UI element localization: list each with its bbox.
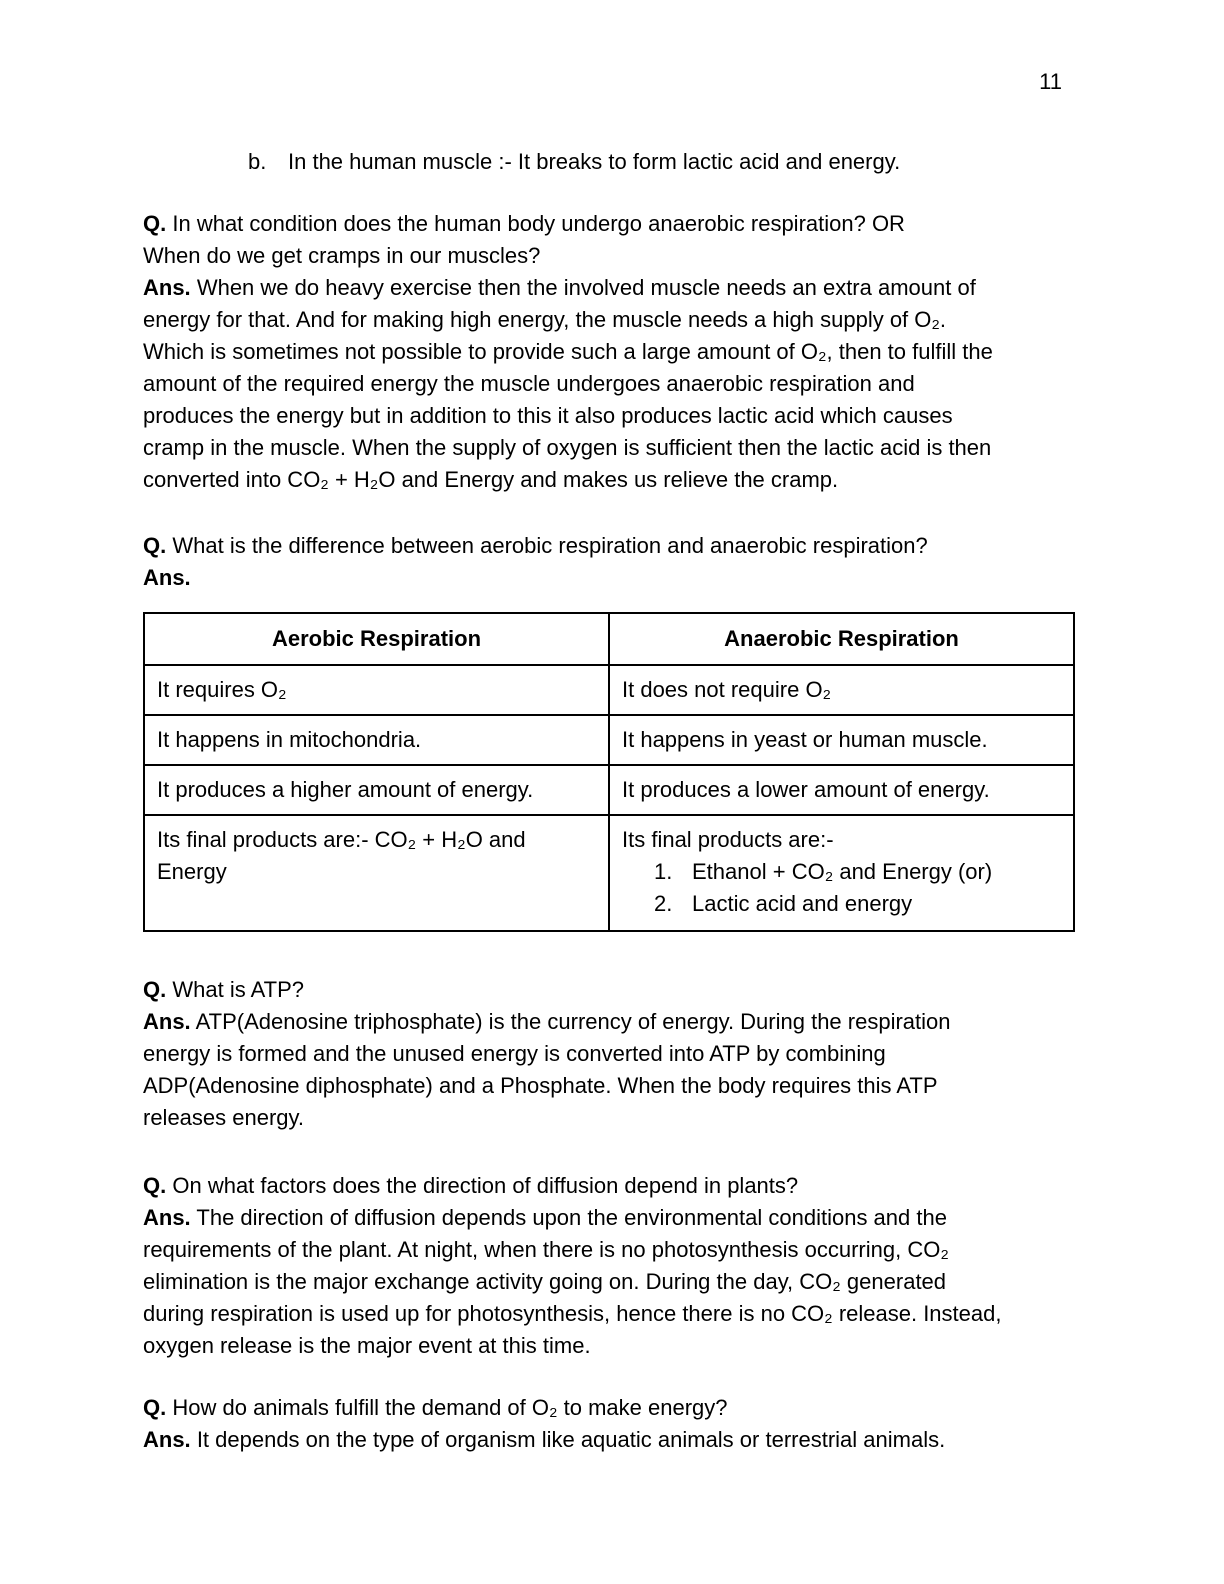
question-prefix: Q. — [143, 1173, 167, 1198]
answer-text: converted into CO₂ + H₂O and Energy and makes us relieve the cramp. — [143, 467, 839, 492]
answer-text: amount of the required energy the muscle undergoes anaerobic respiration and — [143, 371, 915, 396]
answer-text: It depends on the type of organism like aquatic animals or terrestrial animals. — [196, 1427, 946, 1452]
answer-prefix: Ans. — [143, 1009, 191, 1034]
answer-line — [143, 1424, 1078, 1456]
table-header-row — [144, 613, 1074, 665]
comparison-table — [143, 612, 1075, 932]
list-number: 2. — [654, 891, 673, 916]
question-prefix: Q. — [143, 977, 167, 1002]
answer-line — [143, 562, 1078, 594]
question-text: What is ATP? — [172, 977, 304, 1002]
list-text: Ethanol + CO₂ and Energy (or) — [692, 859, 993, 884]
answer-line — [143, 304, 1078, 336]
qa-block-difference — [143, 530, 1078, 594]
table-header-anaerobic: Anaerobic Respiration — [609, 613, 1074, 665]
answer-line — [143, 368, 1078, 400]
question-text: On what factors does the direction of diffusion depend in plants? — [172, 1173, 799, 1198]
question-line — [143, 530, 1078, 562]
page-number: 11 — [1039, 69, 1062, 94]
question-prefix: Q. — [143, 211, 167, 236]
table-cell: It does not require O₂ — [609, 665, 1074, 715]
answer-prefix: Ans. — [143, 275, 191, 300]
answer-text: ADP(Adenosine diphosphate) and a Phosphate. When the body requires this ATP — [143, 1073, 938, 1098]
answer-prefix: Ans. — [143, 1205, 191, 1230]
list-text: Lactic acid and energy — [692, 891, 913, 916]
question-prefix: Q. — [143, 1395, 167, 1420]
answer-text: releases energy. — [143, 1105, 305, 1130]
answer-text: requirements of the plant. At night, when there is no photosynthesis occurring, CO₂ — [143, 1237, 949, 1262]
answer-text: energy is formed and the unused energy is converted into ATP by combining — [143, 1041, 886, 1066]
answer-line — [143, 1038, 1078, 1070]
answer-line — [143, 464, 1078, 496]
answer-line — [143, 1330, 1078, 1362]
question-text: How do animals fulfill the demand of O₂ to make energy? — [172, 1395, 728, 1420]
answer-text: cramp in the muscle. When the supply of oxygen is sufficient then the lactic acid is then — [143, 435, 992, 460]
question-line — [143, 974, 1078, 1006]
list-item-marker: b. — [248, 149, 267, 174]
qa-block-oxygen-demand — [143, 1392, 1078, 1456]
answer-prefix: Ans. — [143, 565, 191, 590]
list-item-text: In the human muscle :- It breaks to form lactic acid and energy. — [288, 149, 901, 174]
list-number: 1. — [654, 859, 673, 884]
answer-line — [143, 432, 1078, 464]
table-cell: It happens in mitochondria. — [144, 715, 609, 765]
table-cell: Its final products are:- CO₂ + H₂O and Energy — [144, 815, 609, 931]
question-text: When do we get cramps in our muscles? — [143, 243, 541, 268]
answer-line — [143, 1266, 1078, 1298]
qa-block-diffusion — [143, 1170, 1078, 1362]
answer-line — [143, 400, 1078, 432]
table-header-aerobic: Aerobic Respiration — [144, 613, 609, 665]
question-line — [143, 208, 1078, 240]
list-item-b — [248, 146, 1078, 178]
answer-text: oxygen release is the major event at this time. — [143, 1333, 591, 1358]
answer-text: When we do heavy exercise then the involved muscle needs an extra amount of — [196, 275, 976, 300]
answer-line — [143, 1070, 1078, 1102]
question-line — [143, 1170, 1078, 1202]
question-line — [143, 240, 1078, 272]
answer-text: The direction of diffusion depends upon the environmental conditions and the — [196, 1205, 947, 1230]
answer-text: elimination is the major exchange activity going on. During the day, CO₂ generated — [143, 1269, 947, 1294]
qa-block-atp — [143, 974, 1078, 1134]
question-text: What is the difference between aerobic respiration and anaerobic respiration? — [172, 533, 928, 558]
table-cell: It produces a lower amount of energy. — [609, 765, 1074, 815]
question-text: In what condition does the human body undergo anaerobic respiration? OR — [172, 211, 905, 236]
question-line — [143, 1392, 1078, 1424]
ordered-list-item — [622, 856, 1061, 888]
table-cell: It happens in yeast or human muscle. — [609, 715, 1074, 765]
answer-line — [143, 1006, 1078, 1038]
answer-line — [143, 336, 1078, 368]
answer-line — [143, 272, 1078, 304]
answer-line — [143, 1298, 1078, 1330]
table-row — [144, 665, 1074, 715]
question-prefix: Q. — [143, 533, 167, 558]
table-cell: It produces a higher amount of energy. — [144, 765, 609, 815]
table-cell — [609, 815, 1074, 931]
table-cell: It requires O₂ — [144, 665, 609, 715]
answer-text: energy for that. And for making high energy, the muscle needs a high supply of O₂. — [143, 307, 947, 332]
answer-text: Which is sometimes not possible to provide such a large amount of O₂, then to fulfill the — [143, 339, 993, 364]
table-row — [144, 613, 1074, 665]
answer-line — [143, 1102, 1078, 1134]
answer-prefix: Ans. — [143, 1427, 191, 1452]
answer-line — [143, 1202, 1078, 1234]
answer-text: ATP(Adenosine triphosphate) is the currency of energy. During the respiration — [195, 1009, 951, 1034]
answer-line — [143, 1234, 1078, 1266]
ordered-list-item — [622, 888, 1061, 920]
table-row-final-products — [144, 815, 1074, 931]
answer-text: produces the energy but in addition to this it also produces lactic acid which causes — [143, 403, 953, 428]
answer-text: during respiration is used up for photosynthesis, hence there is no CO₂ release. Instead, — [143, 1301, 1002, 1326]
final-products-intro: Its final products are:- — [622, 827, 834, 852]
table-row — [144, 715, 1074, 765]
table-row — [144, 765, 1074, 815]
qa-block-anaerobic-condition — [143, 208, 1078, 496]
table-body — [144, 665, 1074, 931]
